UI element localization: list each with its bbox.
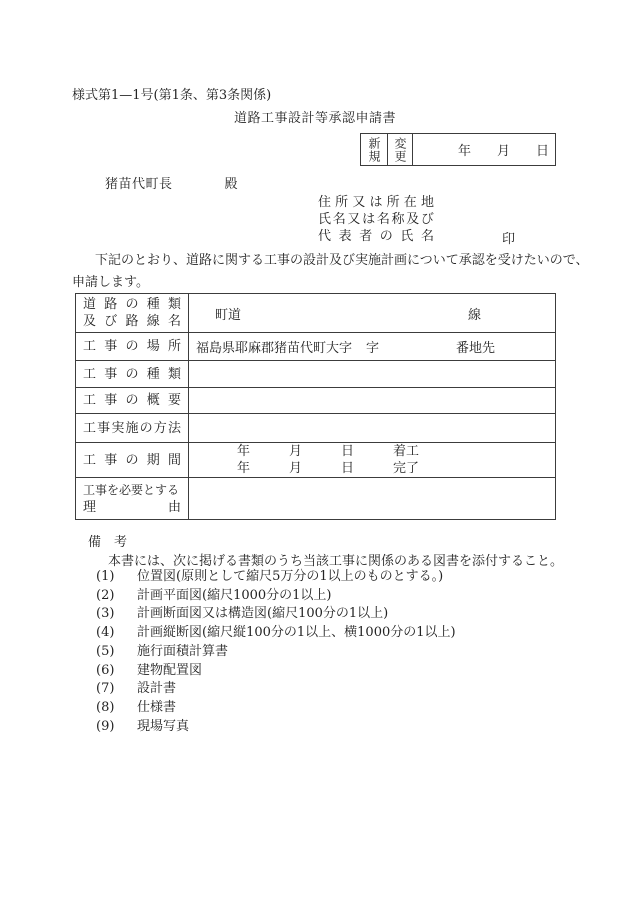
list-item xyxy=(96,568,456,587)
road-type-label-line1: 道 路 の 種 類 xyxy=(83,297,181,312)
reason-value-cell xyxy=(189,478,555,519)
item-number: (2) xyxy=(96,587,115,603)
item-text: 設計書 xyxy=(137,681,177,697)
application-table xyxy=(75,293,556,520)
seal-mark: 印 xyxy=(502,232,516,247)
period-end-line: 年 月 日 完了 xyxy=(237,461,420,476)
reason-label-cell xyxy=(76,478,189,519)
location-address-prefix: 福島県耶麻郡猪苗代町大字 xyxy=(196,341,353,356)
applicant-name-label: 氏 名 又 は 名 称 及 び xyxy=(318,212,434,228)
location-banchi-label: 番地先 xyxy=(456,341,496,356)
road-class-text: 町道 xyxy=(215,307,242,323)
outline-value-cell xyxy=(189,388,555,413)
reason-label-line2 xyxy=(83,499,181,516)
status-date-box xyxy=(360,133,556,166)
location-label: 工 事 の 場 所 xyxy=(83,339,181,354)
table-row-reason xyxy=(76,477,555,519)
item-number: (1) xyxy=(96,569,115,584)
item-text: 建物配置図 xyxy=(137,662,203,678)
location-value-cell xyxy=(189,333,555,360)
work-type-label: 工 事 の 種 類 xyxy=(83,366,181,382)
item-text: 施行面積計算書 xyxy=(137,643,229,659)
applicant-representative-label: 代 表 者 の 氏 名 xyxy=(318,229,434,245)
list-item xyxy=(96,718,456,737)
road-line-suffix: 線 xyxy=(467,307,481,323)
reason-label-left: 理 xyxy=(83,499,97,515)
notes-intro: 本書には、次に掲げる書類のうち当該工事に関係のある図書を添付すること。 xyxy=(108,554,564,569)
table-row-work-type xyxy=(76,360,555,387)
method-value-cell xyxy=(189,414,555,442)
location-aza-label: 字 xyxy=(366,341,380,356)
outline-label-cell xyxy=(76,388,189,413)
notes-heading: 備 考 xyxy=(88,535,128,550)
date-cell: 年 月 日 xyxy=(457,144,549,159)
list-item xyxy=(96,699,456,718)
list-item xyxy=(96,587,456,606)
road-type-label xyxy=(76,294,189,332)
item-text: 現場写真 xyxy=(137,718,190,734)
reason-label-line1: 工事を必要とする xyxy=(83,482,180,497)
item-number: (9) xyxy=(96,718,115,734)
table-row-road-type xyxy=(76,294,555,332)
item-number: (8) xyxy=(96,699,115,715)
item-text: 計画平面図(縮尺1000分の1以上) xyxy=(137,587,332,603)
period-label: 工 事 の 期 間 xyxy=(83,452,181,468)
item-text: 位置図(原則として縮尺5万分の1以上のものとする。) xyxy=(137,569,444,584)
declaration-line1: 下記のとおり、道路に関する工事の設計及び実施計画について承認を受けたいので、 xyxy=(95,253,589,268)
list-item xyxy=(96,662,456,681)
new-label: 新規 xyxy=(367,136,381,163)
item-number: (5) xyxy=(96,643,115,659)
table-row-outline xyxy=(76,387,555,413)
applicant-block xyxy=(318,194,434,246)
period-value-cell xyxy=(189,443,555,477)
method-label-cell xyxy=(76,414,189,442)
item-text: 計画縦断図(縮尺縦100分の1以上、横1000分の1以上) xyxy=(137,625,456,641)
location-label-cell xyxy=(76,333,189,360)
page-title: 道路工事設計等承認申請書 xyxy=(233,111,396,126)
status-cell-new xyxy=(361,134,388,165)
addressee-line xyxy=(105,173,238,192)
item-number: (6) xyxy=(96,662,115,678)
form-number: 様式第1—1号(第1条、第3条関係) xyxy=(72,88,272,103)
method-label: 工 事 実 施 の 方 法 xyxy=(83,420,181,436)
period-label-cell xyxy=(76,443,189,477)
work-type-value-cell xyxy=(189,361,555,387)
road-type-label-line2: 及 び 路 線 名 xyxy=(83,314,181,329)
list-item xyxy=(96,624,456,643)
reason-label-right: 由 xyxy=(167,499,181,515)
outline-label: 工 事 の 概 要 xyxy=(83,393,181,408)
addressee-name: 猪苗代町長 xyxy=(105,177,173,192)
applicant-address-label: 住 所 又 は 所 在 地 xyxy=(318,195,434,210)
period-start-line: 年 月 日 着工 xyxy=(237,443,420,459)
work-type-label-cell xyxy=(76,361,189,387)
road-type-value-cell xyxy=(189,294,555,332)
status-cell-change xyxy=(388,134,413,165)
item-text: 計画断面図又は構造図(縮尺100分の1以上) xyxy=(137,606,389,622)
addressee-honorific: 殿 xyxy=(224,177,239,192)
list-item xyxy=(96,680,456,699)
table-row-period xyxy=(76,442,555,477)
item-number: (4) xyxy=(96,625,115,641)
item-number: (3) xyxy=(96,606,115,622)
list-item xyxy=(96,643,456,662)
declaration-line2: 申請します。 xyxy=(72,275,149,290)
notes-list xyxy=(96,568,456,736)
table-row-location xyxy=(76,332,555,360)
table-row-method xyxy=(76,413,555,442)
item-text: 仕様書 xyxy=(137,699,177,715)
item-number: (7) xyxy=(96,681,115,697)
change-label: 変更 xyxy=(393,136,407,163)
list-item xyxy=(96,605,456,624)
